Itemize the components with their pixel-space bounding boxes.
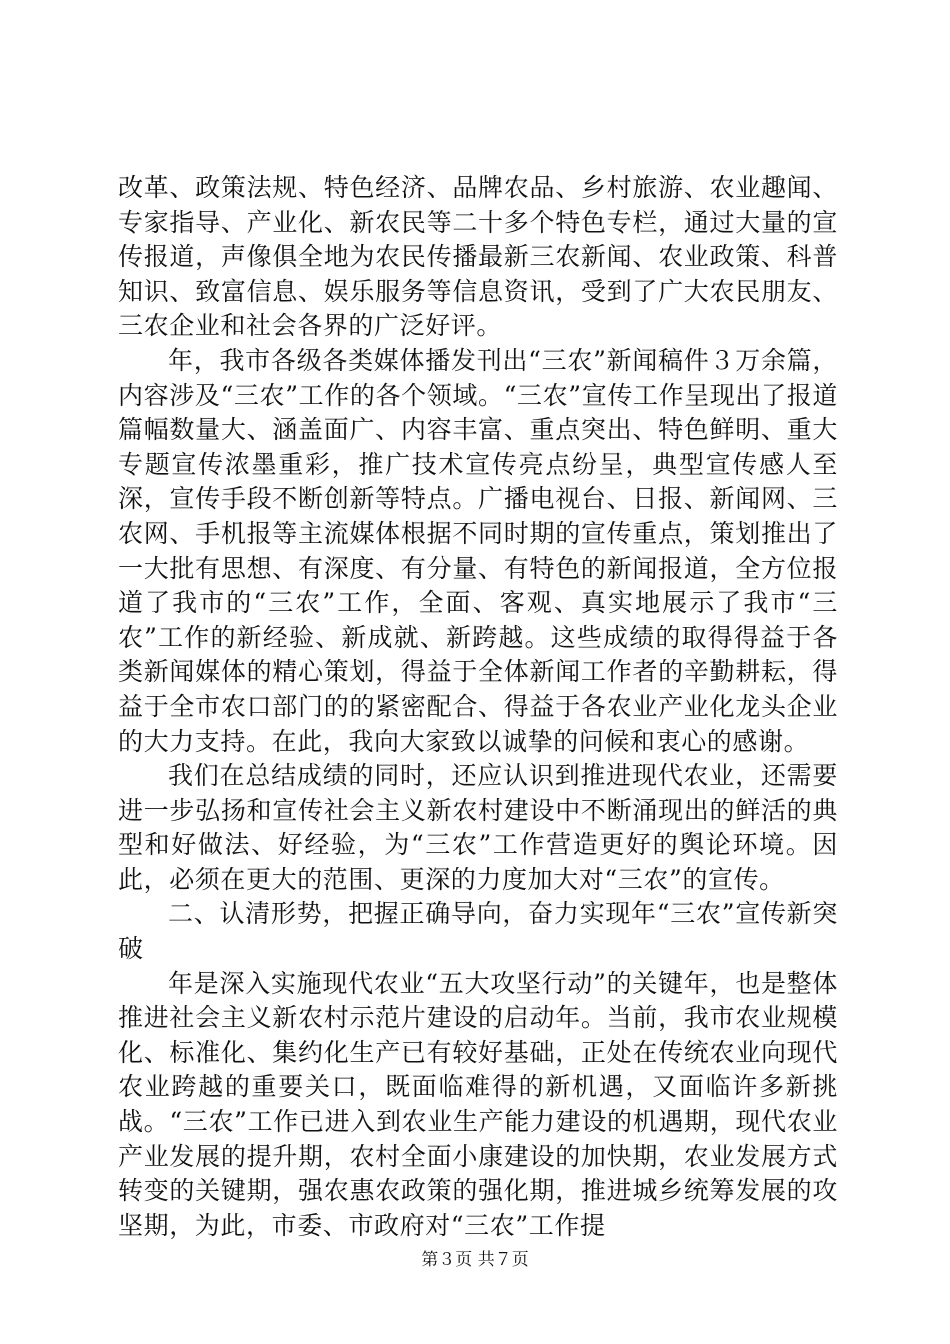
- paragraph-1: 改革、政策法规、特色经济、品牌农品、乡村旅游、农业趣闻、专家指导、产业化、新农民等二十多个特色专栏，通过大量的宣传报道，声像俱全地为农民传播最新三农新闻、农业政策、科普知识、致富信息、娱乐服务等信息资讯，受到了广大农民朋友、三农企业和社会各界的广泛好评。: [118, 173, 838, 341]
- section-heading: 二、认清形势，把握正确导向，奋力实现年“三农”宣传新突破: [118, 899, 838, 964]
- paragraph-3: 我们在总结成绩的同时，还应认识到推进现代农业，还需要进一步弘扬和宣传社会主义新农村建设中不断涌现出的鲜活的典型和好做法、好经验，为“三农”工作营造更好的舆论环境。因此，必须在更大的范围、更深的力度加大对“三农”的宣传。: [118, 761, 838, 894]
- paragraph-4: 年是深入实施现代农业“五大攻坚行动”的关键年，也是整体推进社会主义新农村示范片建设的启动年。当前，我市农业规模化、标准化、集约化生产已有较好基础，正处在传统农业向现代农业跨越的重要关口，既面临难得的新机遇，又面临许多新挑战。“三农”工作已进入到农业生产能力建设的机遇期，现代农业产业发展的提升期，农村全面小康建设的加快期，农业发展方式转变的关键期，强农惠农政策的强化期，推进城乡统筹发展的攻坚期，为此，市委、市政府对“三农”工作提: [118, 968, 838, 1240]
- document-body: [118, 171, 838, 1243]
- page-number: 第３页 共７页: [421, 1250, 529, 1270]
- paragraph-2: 年，我市各级各类媒体播发刊出“三农”新闻稿件３万余篇，内容涉及“三农”工作的各个领域。“三农”宣传工作呈现出了报道篇幅数量大、涵盖面广、内容丰富、重点突出、特色鲜明、重大专题宣传浓墨重彩，推广技术宣传亮点纷呈，典型宣传感人至深，宣传手段不断创新等特点。广播电视台、日报、新闻网、三农网、手机报等主流媒体根据不同时期的宣传重点，策划推出了一大批有思想、有深度、有分量、有特色的新闻报道，全方位报道了我市的“三农”工作，全面、客观、真实地展示了我市“三农”工作的新经验、新成就、新跨越。这些成绩的取得得益于各类新闻媒体的精心策划，得益于全体新闻工作者的辛勤耕耘，得益于全市农口部门的的紧密配合、得益于各农业产业化龙头企业的大力支持。在此，我向大家致以诚挚的问候和衷心的感谢。: [118, 345, 838, 756]
